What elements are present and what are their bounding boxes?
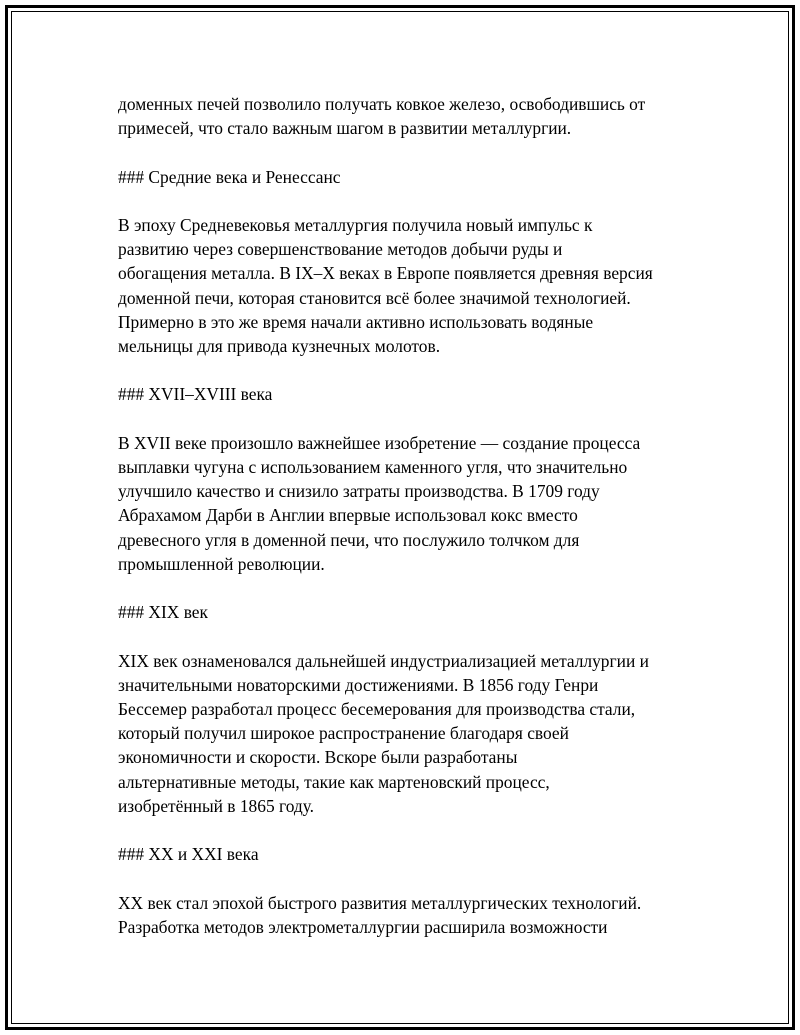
document-body xyxy=(118,92,718,963)
paragraph-17-18-centuries: В XVII веке произошло важнейшее изобретение — создание процесса выплавки чугуна с использованием каменного угля, что значительно улучшило качество и снизило затраты производства. В 1709 году Абрахамом Дарби в Англии впервые использовал кокс вместо древесного угля в доменной печи, что послужило толчком для промышленной революции. xyxy=(118,432,641,574)
paragraph-20-21-centuries: XX век стал эпохой быстрого развития металлургических технологий. Разработка методов электрометаллургии расширила возможности xyxy=(118,892,642,937)
paragraph-intro-continuation: доменных печей позволило получать ковкое железо, освободившись от примесей, что стало важным шагом в развитии металлургии. xyxy=(118,94,646,139)
paragraph-19-century: XIX век ознаменовался дальнейшей индустриализацией металлургии и значительными новаторскими достижениями. В 1856 году Генри Бессемер разработал процесс бесемерования для производства стали, который получил широкое распространение благодаря своей экономичности и скорости. Вскоре были разработаны альтернативные методы, такие как мартеновский процесс, изобретённый в 1865 году. xyxy=(118,650,649,816)
heading-17-18-centuries: ### XVII–XVIII века xyxy=(118,384,273,405)
heading-19-century: ### XIX век xyxy=(118,602,208,623)
paragraph-middle-ages: В эпоху Средневековья металлургия получила новый импульс к развитию через совершенствование методов добычи руды и обогащения металла. В IX–X веках в Европе появляется древняя версия доменной печи, которая становится всё более значимой технологией. Примерно в это же время начали активно использовать водяные мельницы для привода кузнечных молотов. xyxy=(118,214,653,356)
heading-20-21-centuries: ### XX и XXI века xyxy=(118,844,259,865)
heading-middle-ages-renaissance: ### Средние века и Ренессанс xyxy=(118,166,341,187)
